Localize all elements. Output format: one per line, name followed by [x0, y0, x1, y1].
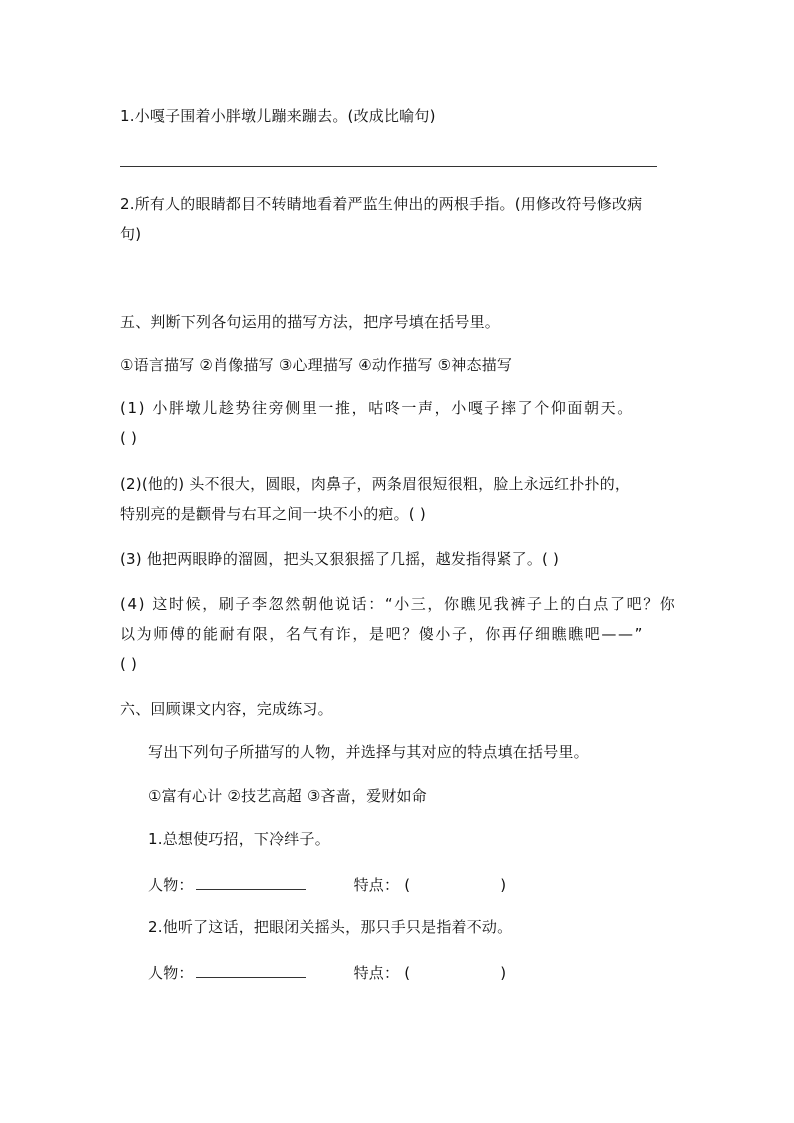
- q4-item-2-line-1: 2.所有人的眼睛都目不转睛地看着严监生伸出的两根手指。(用修改符号修改病: [120, 195, 643, 213]
- person-label: 人物：: [148, 964, 194, 982]
- q5-sentence-3: (3) 他把两眼睁的溜圆，把头又狠狠摇了几摇，越发指得紧了。( ): [120, 550, 560, 568]
- paren-close: ): [500, 964, 507, 982]
- q5-sentence-1: (1) 小胖墩儿趁势往旁侧里一推，咕咚一声，小嘎子摔了个仰面朝天。: [120, 399, 634, 417]
- q6-item-1-answer-row: [148, 873, 506, 895]
- trait-label: 特点：: [353, 876, 400, 894]
- person-blank[interactable]: [196, 873, 306, 890]
- paren-close: ): [500, 876, 507, 894]
- q5-answer-paren-4[interactable]: ( ): [120, 655, 138, 673]
- q6-item-1: 1.总想使巧招，下冷绊子。: [148, 830, 330, 848]
- person-label: 人物：: [148, 876, 194, 894]
- person-blank[interactable]: [196, 961, 306, 978]
- trait-label: 特点：: [353, 964, 400, 982]
- q4-item-1: 1.小嘎子围着小胖墩儿蹦来蹦去。(改成比喻句): [120, 107, 436, 125]
- q4-item-2-line-2: 句): [120, 225, 142, 243]
- q5-sentence-2-line-2: 特别亮的是颧骨与右耳之间一块不小的疤。( ): [120, 505, 426, 523]
- q5-sentence-4-line-1: (4) 这时候，刷子李忽然朝他说话：“小三，你瞧见我裤子上的白点了吧？你: [120, 595, 677, 613]
- q6-heading: 六、回顾课文内容，完成练习。: [120, 700, 333, 718]
- q5-answer-paren-1[interactable]: ( ): [120, 429, 138, 447]
- q6-options: ①富有心计 ②技艺高超 ③吝啬，爱财如命: [148, 787, 427, 805]
- q5-sentence-4-line-2: 以为师傅的能耐有限，名气有诈，是吧？傻小子，你再仔细瞧瞧吧——”: [120, 625, 644, 643]
- q6-instruction: 写出下列句子所描写的人物，并选择与其对应的特点填在括号里。: [148, 743, 589, 761]
- q5-options: ①语言描写 ②肖像描写 ③心理描写 ④动作描写 ⑤神态描写: [120, 356, 513, 374]
- q6-item-2: 2.他听了这话，把眼闭关摇头，那只手只是指着不动。: [148, 918, 513, 936]
- q6-item-2-answer-row: [148, 961, 506, 983]
- q5-sentence-2-line-1: (2)(他的) 头不很大，圆眼，肉鼻子，两条眉很短很粗，脸上永远红扑扑的，: [120, 475, 631, 493]
- paren-open: (: [404, 876, 411, 894]
- q5-heading: 五、判断下列各句运用的描写方法，把序号填在括号里。: [120, 313, 501, 331]
- paren-open: (: [404, 964, 411, 982]
- answer-line[interactable]: [120, 166, 657, 167]
